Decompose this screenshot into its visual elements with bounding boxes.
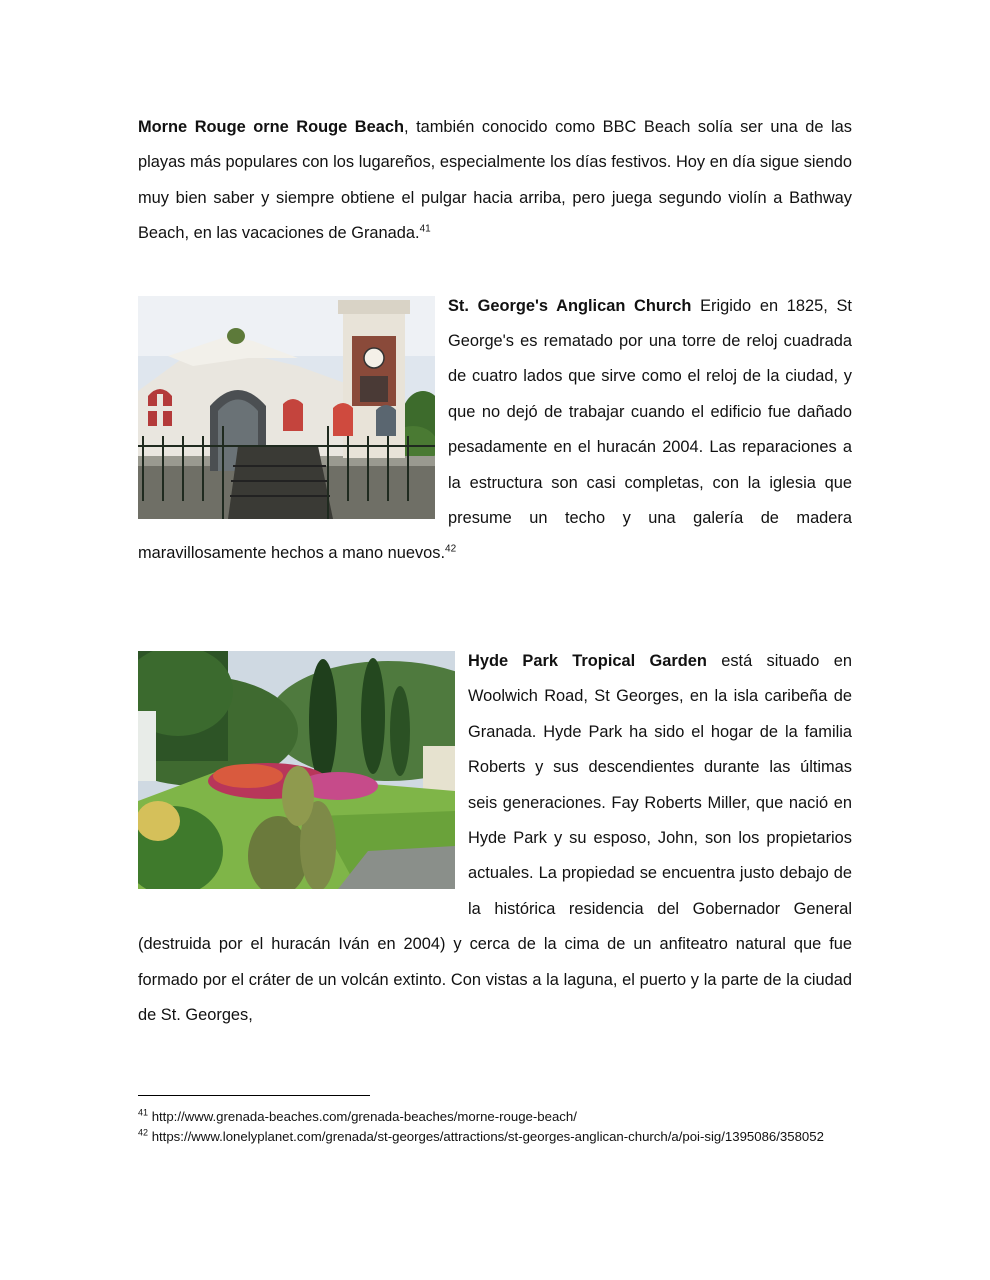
- footnote-42: [138, 1127, 852, 1147]
- heading-hyde-park: Hyde Park Tropical Garden: [468, 651, 707, 670]
- footnote-link[interactable]: http://www.grenada-beaches.com/grenada-beaches/morne-rouge-beach/: [151, 1109, 577, 1124]
- spacer: [138, 572, 852, 644]
- footnote-41: [138, 1107, 852, 1127]
- paragraph-st-georges-church-text: Erigido en 1825, St George's es rematado por una torre de reloj cuadrada de cuatro lados que sirve como el reloj de la ciudad, y que no dejó de trabajar cuando el edificio fue dañado pesadamente en el huracán 2004. Las reparaciones a la estructura son casi completas, con la iglesia que presume un techo y una galería de madera maravillosamente hechos a mano nuevos.: [138, 296, 852, 563]
- paragraph-hyde-park-text: está situado en Woolwich Road, St Georges, en la isla caribeña de Granada. Hyde Park ha sido el hogar de la familia Roberts y sus descendientes durante las últimas seis generaciones. Fay Roberts Miller, que nació en Hyde Park y su esposo, John, son los propietarios actuales. La propiedad se encuentra justo debajo de la histórica residencia del Gobernador General (destruida por el huracán Iván en 2004) y cerca de la cima de un anfiteatro natural que fue formado por el cráter de un volcán extinto. Con vistas a la laguna, el puerto y la parte de la ciudad de St. Georges,: [138, 651, 852, 1024]
- heading-st-georges-church: St. George's Anglican Church: [448, 296, 692, 315]
- footnote-number: 42: [138, 1127, 149, 1138]
- footnote-ref-41[interactable]: 41: [419, 223, 431, 235]
- footnote-link[interactable]: https://www.lonelyplanet.com/grenada/st-georges/attractions/st-georges-anglican-church/a/poi-sig/1395086/358052: [151, 1128, 824, 1144]
- footnotes: [138, 1095, 852, 1146]
- garden-photo: [138, 651, 455, 889]
- paragraph-morne-rouge: [138, 110, 852, 252]
- heading-morne-rouge: Morne Rouge orne Rouge Beach: [138, 118, 404, 136]
- church-photo: [138, 296, 435, 519]
- document-page: [138, 110, 852, 1033]
- paragraph-morne-rouge-text: , también conocido como BBC Beach solía ser una de las playas más populares con los lugareños, especialmente los días festivos. Hoy en día sigue siendo muy bien saber y siempre obtiene el pulgar hacia arriba, pero juega segundo violín a Bathway Beach, en las vacaciones de Granada.: [138, 118, 852, 243]
- spacer: [138, 252, 852, 289]
- footnote-number: 41: [138, 1107, 149, 1118]
- footnote-ref-42[interactable]: 42: [445, 544, 457, 555]
- footnote-separator: [138, 1095, 370, 1096]
